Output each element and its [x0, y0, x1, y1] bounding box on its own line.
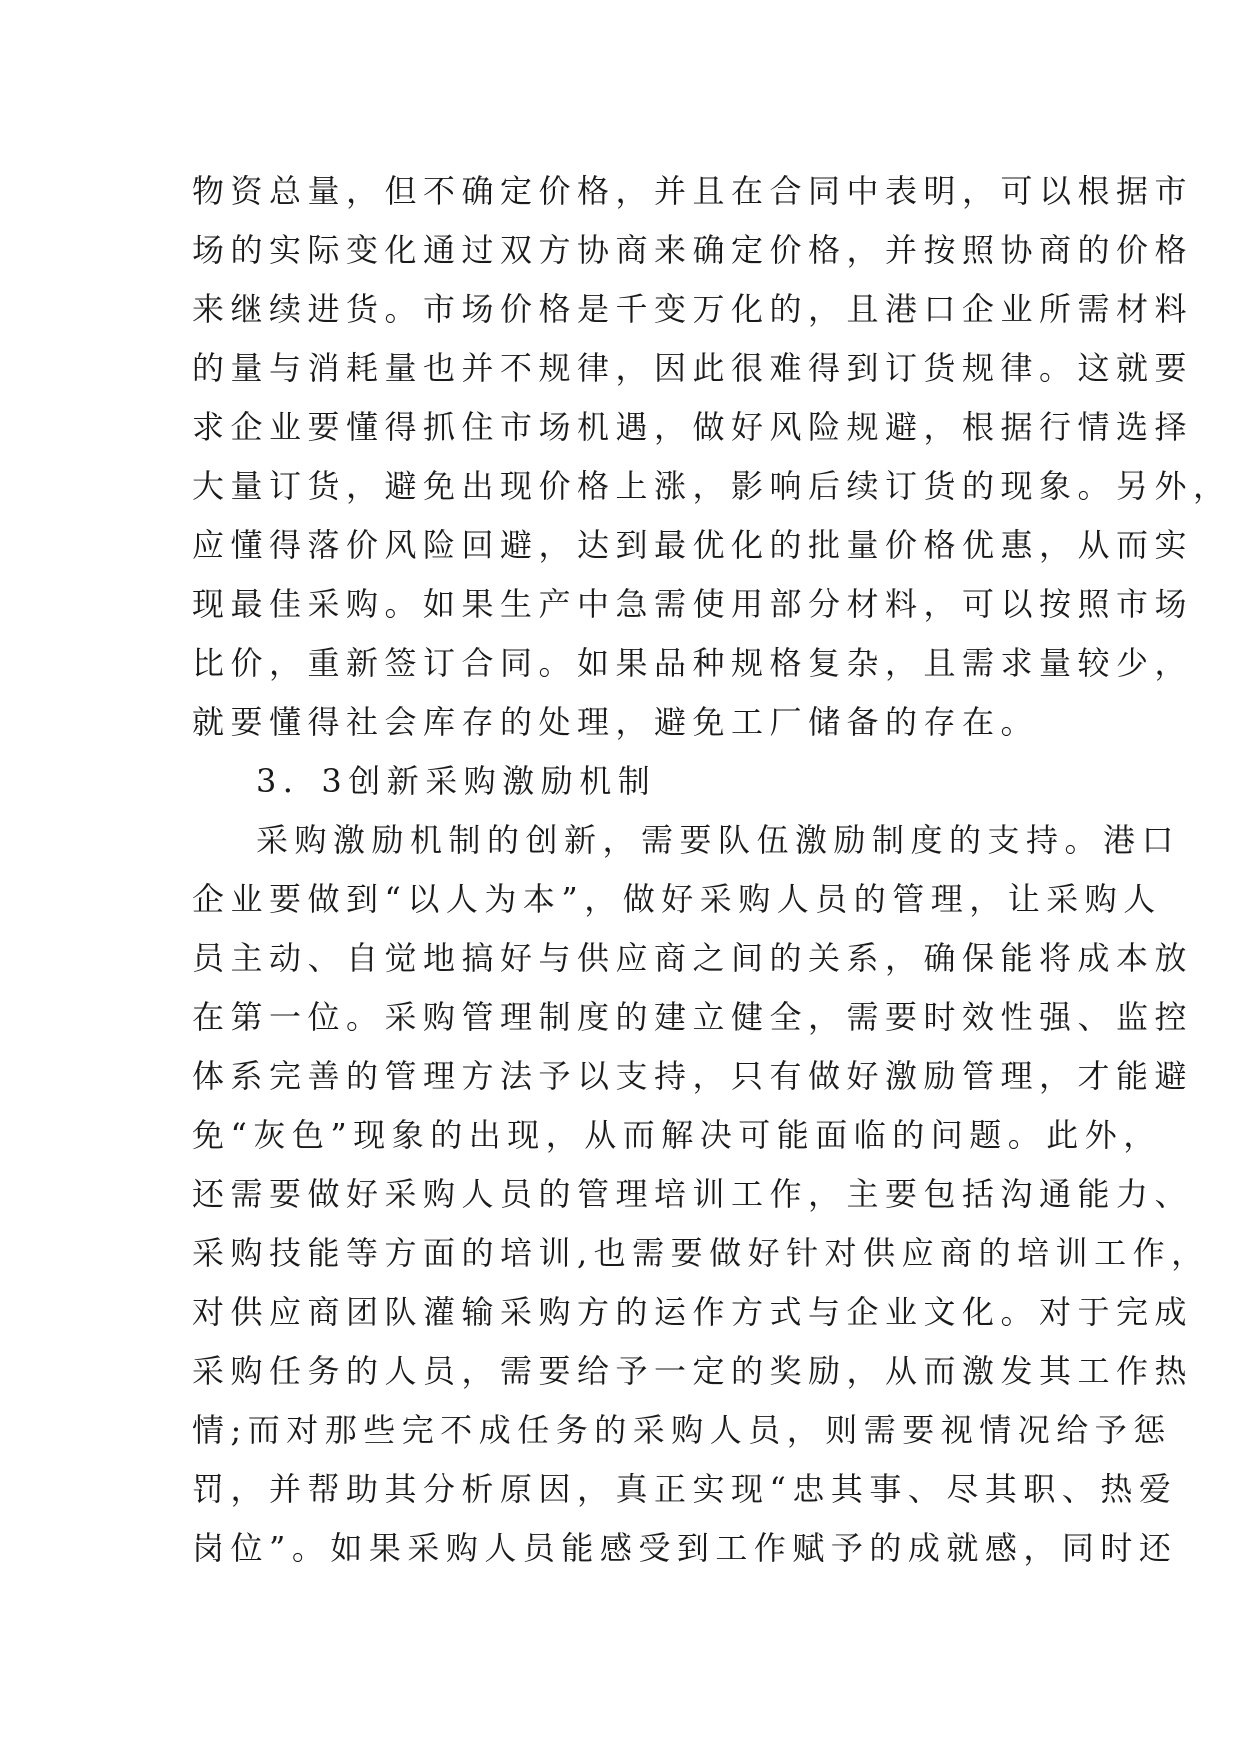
text-line: 应懂得落价风险回避，达到最优化的批量价格优惠，从而实: [192, 526, 1194, 564]
body-text: [192, 162, 1232, 1578]
text-line: 就要懂得社会库存的处理，避免工厂储备的存在。: [192, 703, 1040, 741]
text-line: 在第一位。采购管理制度的建立健全，需要时效性强、监控: [192, 998, 1194, 1036]
text-line: 采购技能等方面的培训,也需要做好针对供应商的培训工作，: [192, 1234, 1210, 1272]
text-line: 员主动、自觉地搞好与供应商之间的关系，确保能将成本放: [192, 939, 1194, 977]
text-line: 现最佳采购。如果生产中急需使用部分材料，可以按照市场: [192, 585, 1194, 623]
text-line: 体系完善的管理方法予以支持，只有做好激励管理，才能避: [192, 1057, 1194, 1095]
paragraph-first-line: 采购激励机制的创新，需要队伍激励制度的支持。港口: [256, 821, 1181, 859]
text-line: 还需要做好采购人员的管理培训工作，主要包括沟通能力、: [192, 1175, 1194, 1213]
text-line: 企业要做到“以人为本”，做好采购人员的管理，让采购人: [192, 880, 1162, 918]
text-line: 免“灰色”现象的出现，从而解决可能面临的问题。此外，: [192, 1116, 1162, 1154]
text-line: 来继续进货。市场价格是千变万化的，且港口企业所需材料: [192, 290, 1194, 328]
text-line: 对供应商团队灌输采购方的运作方式与企业文化。对于完成: [192, 1293, 1194, 1331]
text-line: 比价，重新签订合同。如果品种规格复杂，且需求量较少，: [192, 644, 1194, 682]
text-line: 的量与消耗量也并不规律，因此很难得到订货规律。这就要: [192, 349, 1194, 387]
text-line: 大量订货，避免出现价格上涨，影响后续订货的现象。另外，: [192, 467, 1232, 505]
text-line: 罚，并帮助其分析原因，真正实现“忠其事、尽其职、热爱: [192, 1470, 1178, 1508]
text-line: 情;而对那些完不成任务的采购人员，则需要视情况给予惩: [192, 1411, 1172, 1449]
text-line: 采购任务的人员，需要给予一定的奖励，从而激发其工作热: [192, 1352, 1194, 1390]
text-line: 求企业要懂得抓住市场机遇，做好风险规避，根据行情选择: [192, 408, 1194, 446]
section-heading: 3．3创新采购激励机制: [256, 762, 657, 800]
text-line: 场的实际变化通过双方协商来确定价格，并按照协商的价格: [192, 231, 1194, 269]
text-line: 物资总量，但不确定价格，并且在合同中表明，可以根据市: [192, 172, 1194, 210]
text-line: 岗位”。如果采购人员能感受到工作赋予的成就感，同时还: [192, 1529, 1178, 1567]
